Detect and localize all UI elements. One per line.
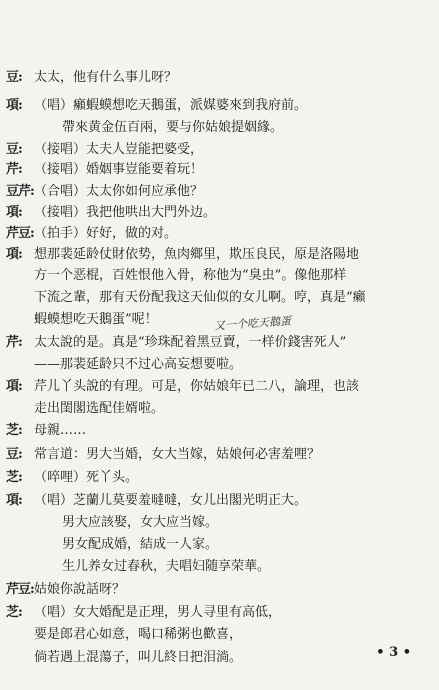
- line-text: 生儿养女过春秋，夫唱妇随享荣華。: [62, 559, 271, 574]
- speaker-label: 項:: [6, 98, 22, 113]
- dialogue-line: [6, 355, 431, 375]
- line-text: 男女配成婚，結成一人家。: [62, 537, 219, 552]
- line-text: （唱）女大婚配是正理，男人寻里有高低，: [34, 605, 282, 620]
- line-text: （唱）芝蘭儿莫要羞噠噠，女儿出閣光明正大。: [34, 493, 308, 508]
- speaker-label: 芹豆:: [6, 226, 34, 241]
- line-text: 走出閨閣选配佳婿啦。: [34, 401, 165, 416]
- dialogue-line: [6, 182, 431, 202]
- dialogue-line: [6, 491, 431, 511]
- page-number: • 3 •: [376, 645, 411, 660]
- line-text: （唱）癩蝦蟆想吃天鵝蛋，派媒婆來到我府前。: [34, 98, 308, 113]
- dialogue-line: [6, 603, 431, 623]
- speaker-label: 豆芹:: [6, 184, 34, 199]
- line-text: 母親……: [34, 423, 87, 438]
- speaker-label: 豆:: [6, 70, 22, 85]
- dialogue-line: [6, 266, 431, 286]
- dialogue-line: [6, 468, 431, 488]
- dialogue-line: [6, 224, 431, 244]
- line-text: 方一个恶棍，百姓恨他入骨，称他为“臭虫”。像他那样: [34, 268, 347, 283]
- line-text: （接唱）婚姻事豈能要着玩！: [34, 162, 204, 177]
- line-text: （接唱）太夫人豈能把婆受，: [34, 142, 204, 157]
- speaker-label: 芹:: [6, 335, 22, 350]
- line-text: （啐哩）死丫头。: [34, 470, 139, 485]
- dialogue-line: [6, 513, 431, 533]
- speaker-label: 豆:: [6, 447, 22, 462]
- speaker-label: 項:: [6, 205, 22, 220]
- handwritten-annotation: 又一个吃天鵝蛋: [213, 314, 292, 333]
- line-text: 下流之輩，那有天份配我这天仙似的女儿啊。哼，真是“癩: [34, 290, 366, 305]
- speaker-label: 芹豆:: [6, 582, 34, 597]
- speaker-label: 項:: [6, 379, 22, 394]
- dialogue-line: [6, 399, 431, 419]
- line-text: 常言道：男大当婚，女大当嫁，姑娘何必害羞哩？: [34, 447, 321, 462]
- line-text: 帶來黄金伍百兩，要与你姑娘提姻緣。: [62, 120, 284, 135]
- line-text: 蝦蟆想吃天鵝蛋”呢！: [34, 312, 158, 327]
- line-text: 男大应該娶，女大应当嫁。: [62, 515, 219, 530]
- line-text: 倘若遇上混蕩子，叫儿終日把泪淌。: [34, 650, 243, 665]
- dialogue-line: [6, 245, 431, 265]
- dialogue-line: [6, 203, 431, 223]
- dialogue-line: [6, 648, 431, 668]
- dialogue-line: [6, 377, 431, 397]
- dialogue-line: [6, 96, 431, 116]
- line-text: ——那裴延龄只不过心高妄想要啦。: [34, 357, 243, 372]
- dialogue-line: [6, 288, 431, 308]
- line-text: （接唱）我把他哄出大門外边。: [34, 205, 217, 220]
- dialogue-line: [6, 118, 431, 138]
- speaker-label: 芝:: [6, 423, 22, 438]
- dialogue-line: [6, 445, 431, 465]
- dialogue-line: [6, 421, 431, 441]
- line-text: 姑娘你說話呀？: [34, 582, 126, 597]
- line-text: 要是郎君心如意，喝口稀粥也歡喜，: [34, 627, 243, 642]
- line-text: 想那裴延龄仗財依势，魚肉鄉里，欺压良民，原是洛陽地: [34, 247, 360, 262]
- speaker-label: 芝:: [6, 470, 22, 485]
- dialogue-line: [6, 580, 431, 600]
- dialogue-line: [6, 68, 431, 88]
- line-text: 太太，他有什么事儿呀？: [34, 70, 178, 85]
- speaker-label: 項:: [6, 493, 22, 508]
- dialogue-line: [6, 535, 431, 555]
- dialogue-line: [6, 333, 431, 353]
- line-text: 芹儿丫头說的有理。可是，你姑娘年已二八，論理，也該: [34, 379, 360, 394]
- dialogue-line: [6, 160, 431, 180]
- dialogue-line: [6, 625, 431, 645]
- line-text: （拍手）好好，做的对。: [34, 226, 178, 241]
- dialogue-line: [6, 140, 431, 160]
- dialogue-line: [6, 557, 431, 577]
- speaker-label: 豆:: [6, 142, 22, 157]
- line-text: （合唱）太太你如何应承他？: [34, 184, 204, 199]
- speaker-label: 芝:: [6, 605, 22, 620]
- line-text: 太太說的是。真是“珍珠配着黑豆賣，一样价錢害死人”: [34, 335, 347, 350]
- speaker-label: 項:: [6, 247, 22, 262]
- speaker-label: 芹:: [6, 162, 22, 177]
